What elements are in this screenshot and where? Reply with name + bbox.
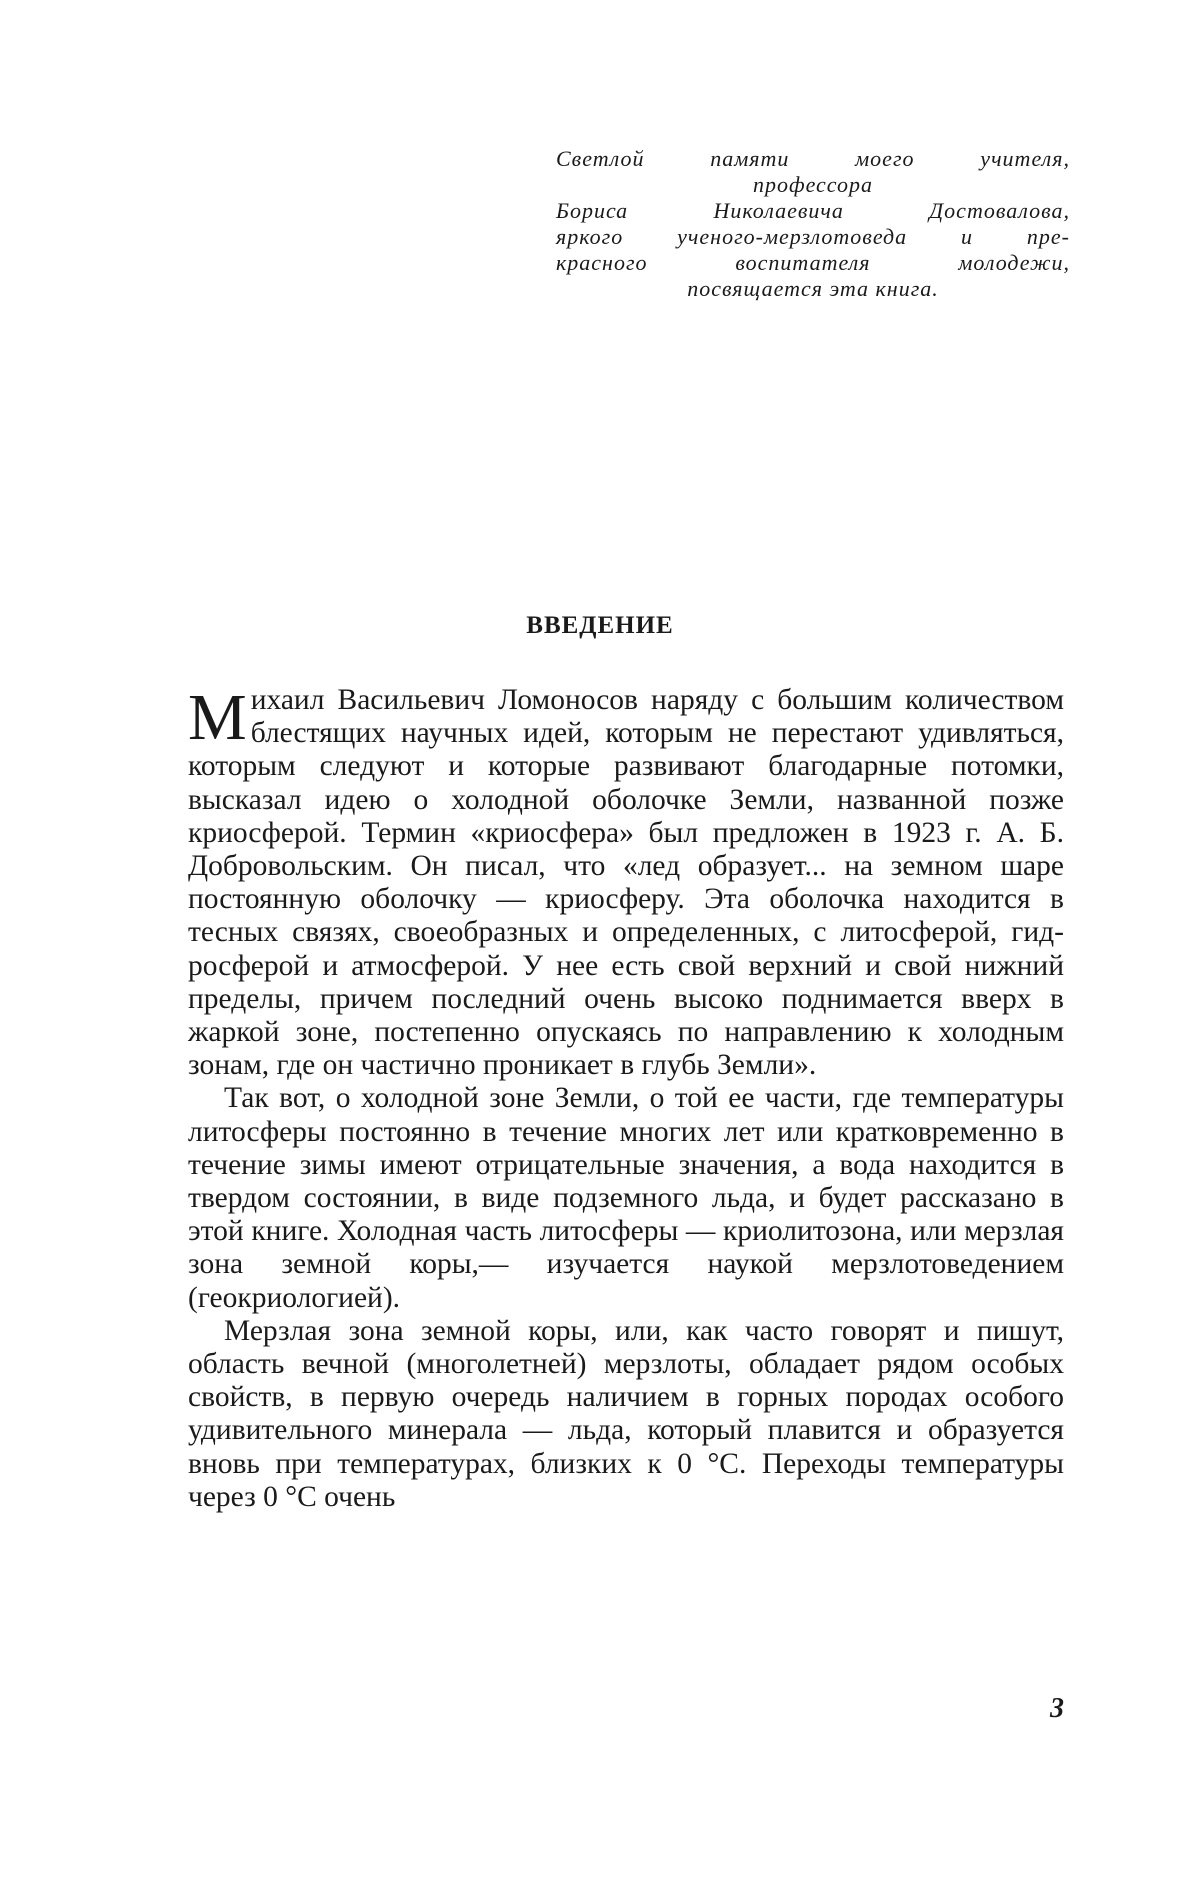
dedication-line: Бориса Николаевича Достовалова, [556,198,1070,224]
paragraph: Мерзлая зона земной коры, или, как часто говорят и пишут, область вечной (многолетней) мерзлоты, обладает рядом особых свойств, в первую очередь наличием в гор­ных породах особого удивительного минерала — льда, ко­торый плавится и образуется вновь при температурах, близких к 0 °С. Переходы температуры через 0 °С очень [188,1315,1064,1514]
dedication-line: посвящается эта книга. [556,276,1070,302]
dedication-line: яркого ученого-мерзлотоведа и пре- [556,224,1070,250]
dedication-line: красного воспитателя молодежи, [556,250,1070,276]
body-text [188,684,1064,1514]
dedication-line: Светлой памяти моего учителя, [556,146,1070,172]
paragraph [188,684,1064,1082]
paragraph-text: ихаил Васильевич Ломоносов наряду с большим ко­личеством блестящих научных идей, которым не перестают удивляться, которым следуют и которые разви­вают благодарные потомки, высказал идею о холодной обо­лочке Земли, названной позже криосферой. Термин «крио­сфера» был предложен в 1923 г. А. Б. Добровольским. Он писал, что «лед образует... на земном шаре постоянную оболочку — криосферу. Эта оболочка находится в тесных связях, своеобразных и определенных, с литосферой, гид­росферой и атмосферой. У нее есть свой верхний и свой нижний пределы, причем последний очень высоко подни­мается вверх в жаркой зоне, постепенно опускаясь по на­правлению к холодным зонам, где он частично проникает в глубь Земли». [188,684,1064,1081]
drop-cap: М [188,690,247,746]
dedication [556,146,1070,302]
page-number: 3 [1050,1693,1064,1725]
dedication-line: профессора [556,172,1070,198]
paragraph: Так вот, о холодной зоне Земли, о той ее части, где тем­пературы литосферы постоянно в течение многих лет или кратковременно в течение зимы имеют отрицательные зна­чения, а вода находится в твердом состоянии, в виде под­земного льда, и будет рассказано в этой книге. Холодная часть литосферы — криолитозона, или мерзлая зона земной коры,— изучается наукой мерзлотоведением (геокриоло­гией). [188,1082,1064,1314]
chapter-heading: ВВЕДЕНИЕ [0,612,1200,640]
book-page [0,0,1200,1880]
